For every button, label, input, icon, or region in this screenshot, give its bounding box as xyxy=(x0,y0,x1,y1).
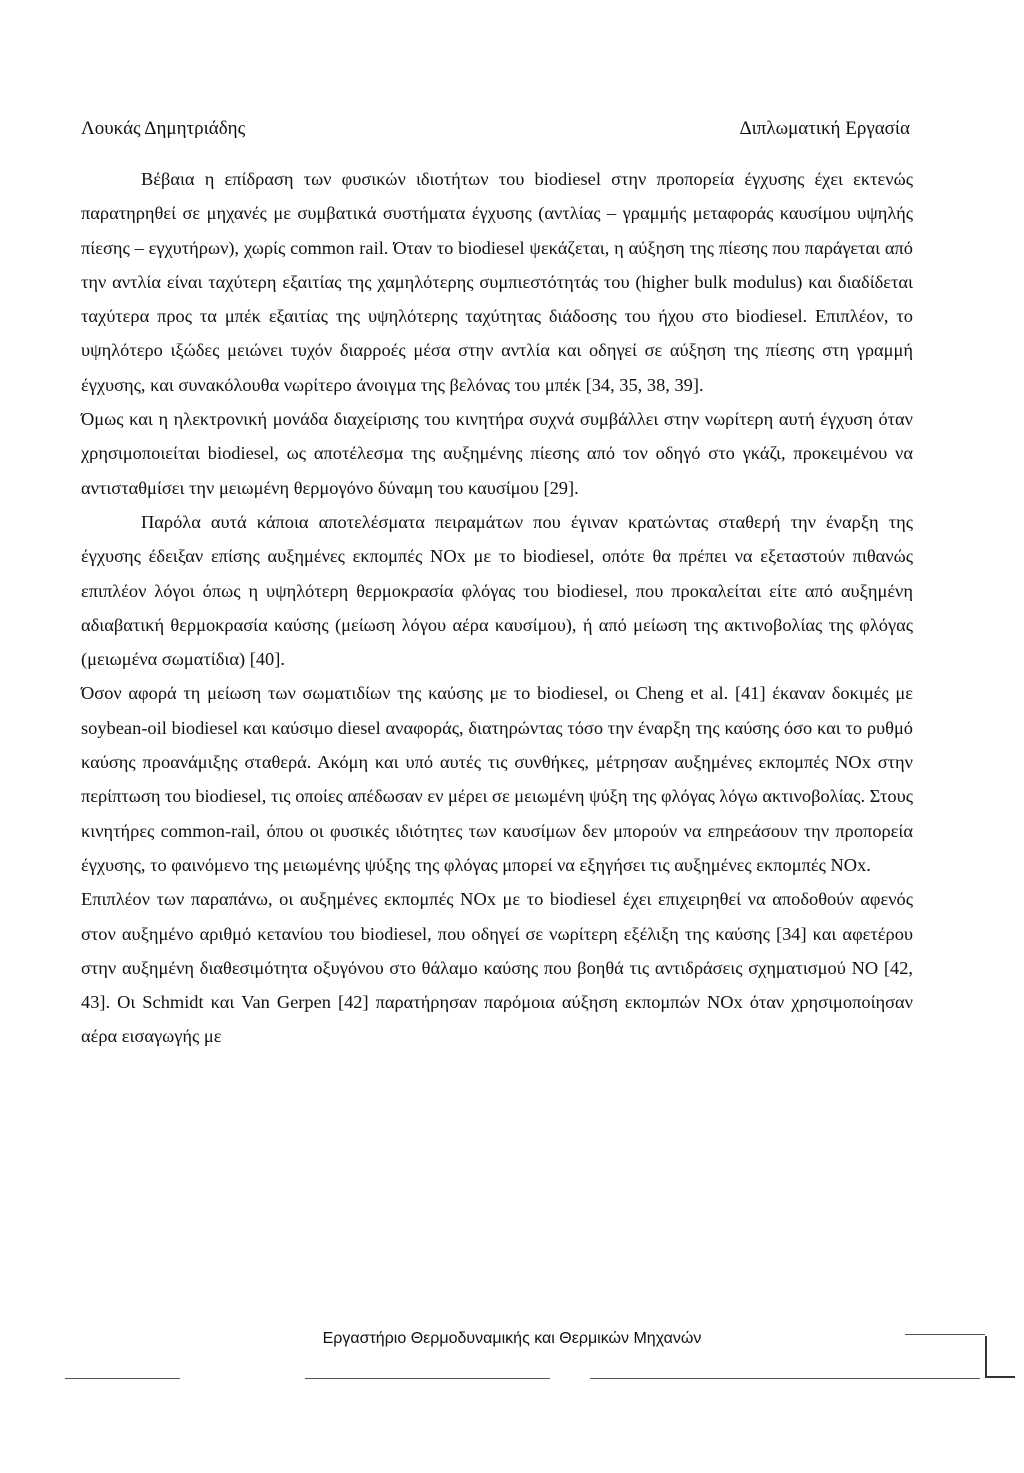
paragraph-2: Όμως και η ηλεκτρονική μονάδα διαχείρισης του κινητήρα συχνά συμβάλλει στην νωρίτερη αυτή έγχυση όταν χρησιμοποιείται biodiesel, ως αποτέλεσμα της αυξημένης πίεσης από τον οδηγό στο γκάζι, προκειμένου να αντισταθμίσει την μειωμένη θερμογόνο δύναμη του καυσίμου [29]. xyxy=(81,409,913,498)
footer-rule-2 xyxy=(305,1378,550,1379)
paragraph-5: Επιπλέον των παραπάνω, οι αυξημένες εκπομπές NOx με το biodiesel έχει επιχειρηθεί να αποδοθούν αφενός στον αυξημένο αριθμό κετανίου του biodiesel, που οδηγεί σε νωρίτερη εξέλιξη της καύσης [34] και αφετέρου στην αυξημένη διαθεσιμότητα οξυγόνου στο θάλαμο καύσης που βοηθά τις αντιδράσεις σχηματισμού NO [42, 43]. Οι Schmidt και Van Gerpen [42] παρατήρησαν παρόμοια αύξηση εκπομπών NOx όταν χρησιμοποίησαν αέρα εισαγωγής με xyxy=(81,889,913,1047)
footer-rule-1 xyxy=(65,1378,180,1379)
paragraph-3: Παρόλα αυτά κάποια αποτελέσματα πειραμάτων που έγιναν κρατώντας σταθερή την έναρξη της έγχυσης έδειξαν επίσης αυξημένες εκπομπές NOx με το biodiesel, οπότε θα πρέπει να εξεταστούν πιθανώς επιπλέον λόγοι όπως η υψηλότερη θερμοκρασία φλόγας του biodiesel, που προκαλείται είτε από αυξημένη αδιαβατική θερμοκρασία καύσης (μείωση λόγου αέρα καυσίμου), ή από μείωση της ακτινοβολίας της φλόγας (μειωμένα σωματίδια) [40]. xyxy=(81,511,913,670)
footer-rule-3 xyxy=(590,1378,980,1379)
author-name: Λουκάς Δημητριάδης xyxy=(81,118,246,139)
paragraph-1: Βέβαια η επίδραση των φυσικών ιδιοτήτων του biodiesel στην προπορεία έγχυσης έχει εκτενώς παρατηρηθεί σε μηχανές με συμβατικά συστήματα έγχυσης (αντλίας – γραμμής μεταφοράς καυσίμου υψηλής πίεσης – εγχυτήρων), χωρίς common rail. Όταν το biodiesel ψεκάζεται, η αύξηση της πίεσης που παράγεται από την αντλία είναι ταχύτερη εξαιτίας της χαμηλότερης συμπιεστότητάς του (higher bulk modulus) και διαδίδεται ταχύτερα προς τα μπέκ εξαιτίας της υψηλότερης ταχύτητας διάδοσης του ήχου στο biodiesel. Επιπλέον, το υψηλότερο ιξώδες μειώνει τυχόν διαρροές μέσα στην αντλία και οδηγεί σε αύξηση της πίεσης στη γραμμή έγχυσης, και συνακόλουθα νωρίτερο άνοιγμα της βελόνας του μπέκ [34, 35, 38, 39]. xyxy=(81,169,913,395)
lab-name: Εργαστήριο Θερμοδυναμικής και Θερμικών Μηχανών xyxy=(322,1330,702,1347)
document-type: Διπλωματική Εργασία xyxy=(739,118,910,139)
page-footer xyxy=(0,1330,1024,1348)
main-text xyxy=(81,162,913,1054)
footer-corner-rule xyxy=(905,1334,985,1335)
paragraph-4: Όσον αφορά τη μείωση των σωματιδίων της καύσης με το biodiesel, οι Cheng et al. [41] έκαναν δοκιμές με soybean-oil biodiesel και καύσιμο diesel αναφοράς, διατηρώντας τόσο την έναρξη της καύσης όσο και το ρυθμό καύσης προανάμιξης σταθερά. Ακόμη και υπό αυτές τις συνθήκες, μέτρησαν αυξημένες εκπομπές NOx στην περίπτωση του biodiesel, τις οποίες απέδωσαν εν μέρει σε μειωμένη ψύξη της φλόγας λόγω ακτινοβολίας. Στους κινητήρες common-rail, όπου οι φυσικές ιδιότητες των καυσίμων δεν μπορούν να επηρεάσουν την προπορεία έγχυσης, το φαινόμενο της μειωμένης ψύξης της φλόγας μπορεί να εξηγήσει τις αυξημένες εκπομπές NOx. xyxy=(81,683,913,875)
footer-corner-mark xyxy=(985,1336,1015,1378)
page-header xyxy=(81,118,910,148)
